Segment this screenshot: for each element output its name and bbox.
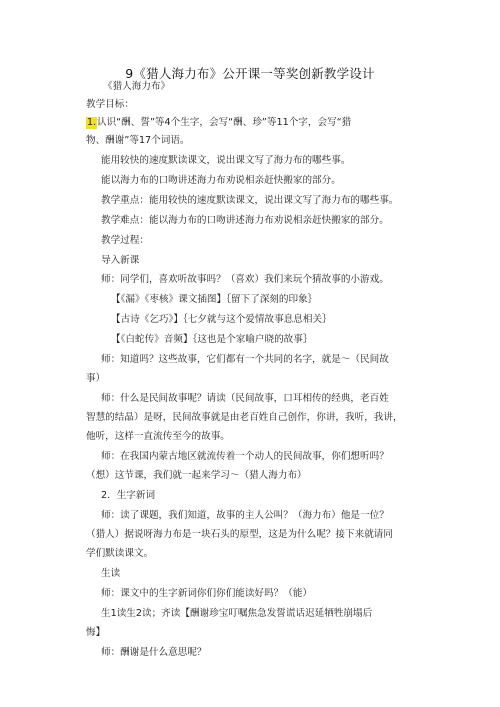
text-line: 师：在我国内蒙古地区就流传着一个动人的民间故事，你们想听吗？ (101, 451, 389, 462)
text-line: 生读 (101, 568, 121, 579)
text-line: 事） (86, 373, 106, 384)
text-line: （想）这节课，我们就一起来学习～（猎人海力布） (86, 470, 307, 481)
lesson-heading: 《猎人海力布》 (103, 81, 171, 92)
text-line: 师：课文中的生字新词你们你们能读好吗？（能） (101, 588, 313, 599)
process-heading: 教学过程： (101, 235, 149, 246)
text-line: 悔】 (86, 627, 106, 638)
text-line: 物、酬谢”等17个词语。 (86, 135, 190, 146)
text-line: 师：酬谢是什么意思呢？ (101, 647, 207, 658)
text-line: 学们默读课文。 (86, 548, 154, 559)
item-number-highlight: 1. (87, 117, 97, 128)
text-line: （猎人）据说呀海力布是一块石头的原型，这是为什么呢？接下来就请同 (86, 529, 393, 540)
text-line: 师：同学们，喜欢听故事吗？（喜欢）我们来玩个猜故事的小游戏。 (101, 274, 389, 285)
document-title: 9《猎人海力布》公开课一等奖创新教学设计 (125, 66, 375, 81)
difficulty-line: 教学难点：能以海力布的口吻讲述海力布劝说相亲赶快搬家的部分。 (101, 215, 389, 226)
text-line: 认识“酬、誓”等4个生字，会写“酬、珍”等11个字，会写“猎 (97, 117, 352, 128)
text-line: 他听，这样一直流传至今的故事。 (86, 431, 230, 442)
text-line: 智慧的结晶）是呀，民间故事就是由老百姓自己创作，你讲，我听，我讲， (86, 412, 403, 423)
key-point-line: 教学重点：能用较快的速度默读课文，说出课文写了海力布的哪些事。 (101, 195, 399, 206)
text-line: 能以海力布的口吻讲述海力布劝说相亲赶快搬家的部分。 (101, 175, 341, 186)
section-heading: 2．生字新词 (101, 490, 156, 501)
objectives-heading: 教学目标： (86, 99, 134, 110)
text-line: 【《漏》《枣核》课文插图】｛留下了深刻的印象｝ (111, 294, 318, 305)
text-line: 师：读了课题，我们知道，故事的主人公叫？（海力布）他是一位？ (101, 510, 389, 521)
section-heading: 导入新课 (101, 255, 140, 266)
text-line: 【古诗《乞巧》】｛七夕就与这个爱情故事息息相关｝ (111, 314, 332, 325)
text-line: 【《白蛇传》音频】｛这也是个家喻户晓的故事｝ (111, 334, 313, 345)
text-line: 能用较快的速度默读课文，说出课文写了海力布的哪些事。 (101, 155, 351, 166)
text-line: 生1读生2读；齐读【酬谢珍宝叮嘱焦急发誓谎话迟延牺牲崩塌后 (101, 608, 373, 619)
text-line: 师：什么是民间故事呢？请读（民间故事，口耳相传的经典，老百姓 (101, 393, 389, 404)
text-line: 师：知道吗？这些故事，它们都有一个共同的名字，就是～（民间故 (101, 354, 389, 365)
